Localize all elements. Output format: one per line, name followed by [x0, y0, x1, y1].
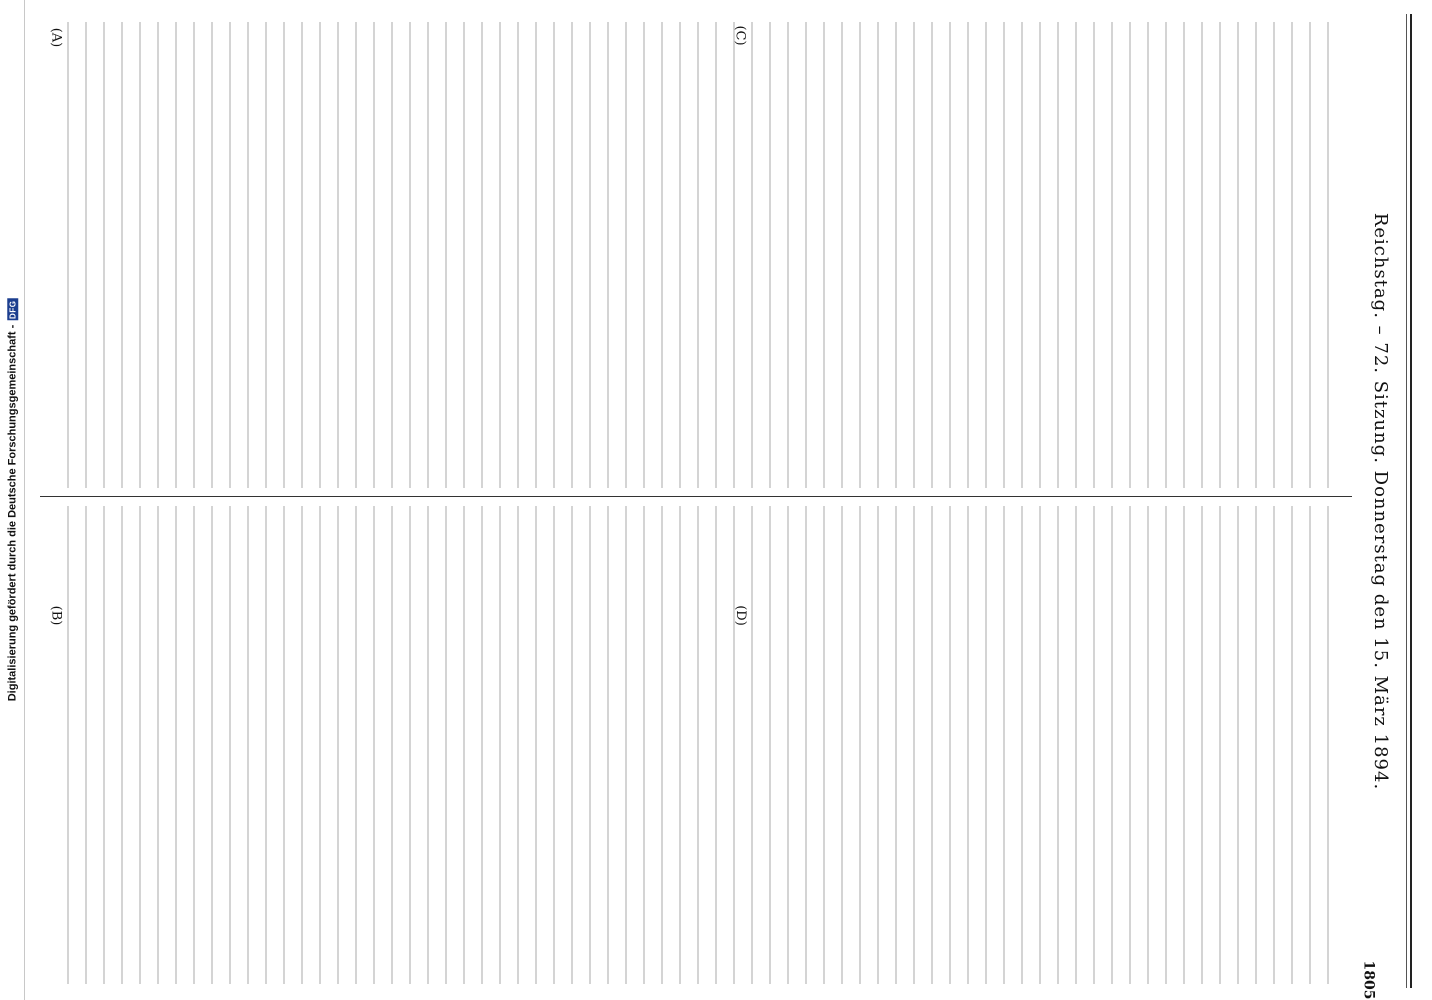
header-rule: [1410, 14, 1412, 988]
margin-mark-d: (D): [732, 605, 748, 626]
scanned-page: [40, 8, 1424, 1000]
text-column-lower: [60, 506, 1334, 984]
text-column-upper: [60, 22, 1334, 488]
column-divider: [40, 496, 1352, 497]
digitization-strip: [0, 0, 25, 1000]
header-rule-thin: [1406, 14, 1407, 988]
running-title: [1366, 8, 1396, 994]
margin-mark-a: (A): [48, 27, 64, 48]
margin-mark-c: (C): [732, 25, 748, 46]
page-header: [1352, 8, 1424, 1000]
margin-mark-b: (B): [48, 605, 64, 626]
digitization-notice-text: Digitalisierung gefördert durch die Deutsche Forschungsgemeinschaft -: [6, 324, 19, 702]
running-title-text: Reichstag. – 72. Sitzung. Donnerstag den 15. März 1894.: [1370, 212, 1392, 790]
page-number: 1805: [1360, 960, 1377, 1000]
digitization-notice: [2, 0, 22, 1000]
dfg-logo: DFG: [7, 300, 17, 319]
